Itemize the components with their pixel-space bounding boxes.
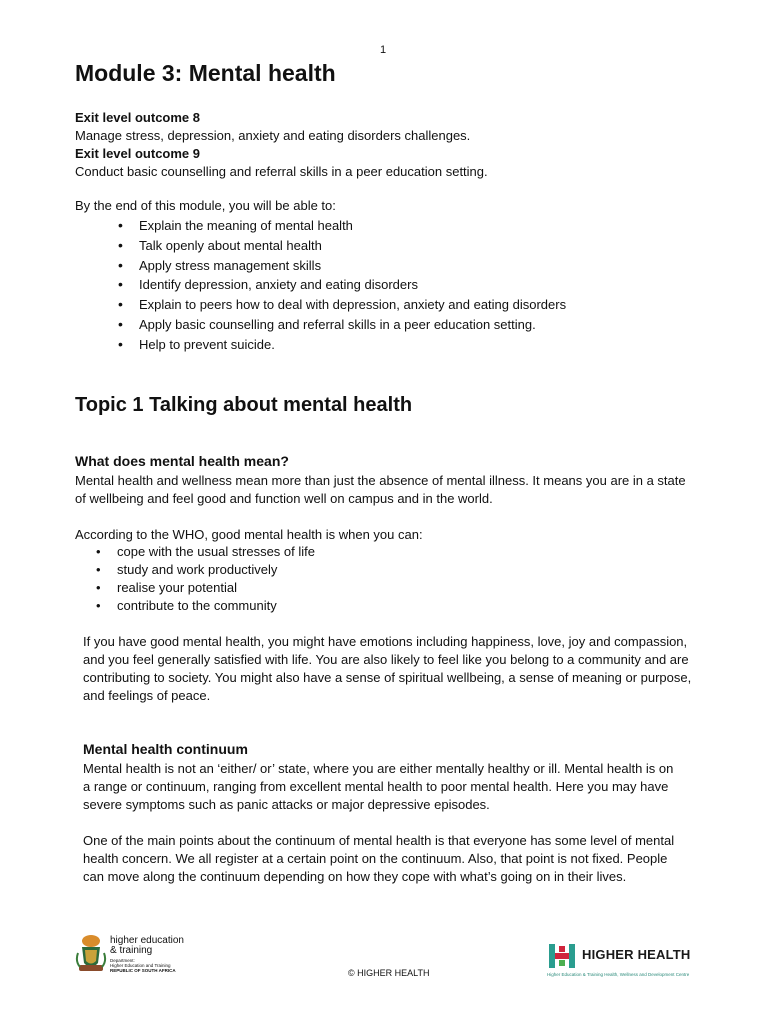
paragraph-line: Mental health is not an ‘either/ or’ state, where you are either mentally healthy or ill. Mental health is on (83, 761, 674, 776)
page-number: 1 (380, 44, 387, 56)
list-item: • Talk openly about mental health (118, 236, 566, 256)
list-item: • realise your potential (96, 579, 315, 597)
paragraph-line: can move along the continuum depending on how they cope with what’s going on in their lives. (83, 869, 627, 884)
list-item: • study and work productively (96, 561, 315, 579)
dept-small-line: Department: (110, 958, 135, 963)
list-item: • cope with the usual stresses of life (96, 543, 315, 561)
paragraph (75, 472, 715, 508)
outcome-text: Manage stress, depression, anxiety and eating disorders challenges. (75, 128, 471, 143)
higher-health-name: HIGHER HEALTH (582, 947, 691, 962)
paragraph (83, 633, 713, 705)
objectives-intro: By the end of this module, you will be able to: (75, 198, 336, 213)
list-item: • Apply stress management skills (118, 256, 566, 276)
copyright-text: © HIGHER HEALTH (348, 968, 430, 978)
who-list (96, 543, 315, 615)
paragraph-line: and you feel generally satisfied with life. You are also likely to feel like you belong to a community and are (83, 652, 689, 667)
dept-name: higher education (110, 935, 184, 946)
outcome-text: Conduct basic counselling and referral skills in a peer education setting. (75, 164, 488, 179)
higher-health-tagline: Higher Education & Training Health, Wellness and Development Centre (547, 972, 690, 977)
outcome-label: Exit level outcome 9 (75, 146, 200, 161)
list-item: • Help to prevent suicide. (118, 335, 566, 355)
paragraph (83, 760, 713, 814)
paragraph-line: a range or continuum, ranging from excellent mental health to poor mental health. Here you may have (83, 779, 669, 794)
paragraph-line: severe symptoms such as panic attacks or major depressive episodes. (83, 797, 490, 812)
paragraph-line: One of the main points about the continuum of mental health is that everyone has some level of mental (83, 833, 675, 848)
paragraph-line: If you have good mental health, you might have emotions including happiness, love, joy and compassion, (83, 634, 688, 649)
outcomes-block (75, 109, 715, 181)
outcome-label: Exit level outcome 8 (75, 110, 200, 125)
section-heading: Mental health continuum (83, 741, 248, 757)
topic-title: Topic 1 Talking about mental health (75, 394, 413, 416)
coat-of-arms-icon (75, 933, 107, 982)
dept-name: & training (110, 945, 153, 956)
paragraph-line: and feelings of peace. (83, 688, 211, 703)
department-logo-text (110, 936, 220, 973)
list-item: • Explain to peers how to deal with depression, anxiety and eating disorders (118, 295, 566, 315)
paragraph-line: health concern. We all register at a certain point on the continuum. Also, that point is not fixed. People (83, 851, 668, 866)
who-intro: According to the WHO, good mental health is when you can: (75, 527, 423, 542)
paragraph (83, 832, 713, 886)
section-heading: What does mental health mean? (75, 453, 289, 469)
paragraph-line: Mental health and wellness mean more than just the absence of mental illness. It means you are in a state (75, 473, 686, 488)
module-title: Module 3: Mental health (75, 60, 336, 86)
list-item: • Apply basic counselling and referral skills in a peer education setting. (118, 315, 566, 335)
dept-small-line: Higher Education and Training (110, 963, 171, 968)
list-item: • contribute to the community (96, 597, 315, 615)
higher-health-logo-icon (547, 942, 577, 975)
objectives-list (118, 216, 566, 355)
dept-small-text (110, 958, 220, 973)
list-item: • Explain the meaning of mental health (118, 216, 566, 236)
list-item: • Identify depression, anxiety and eating disorders (118, 275, 566, 295)
paragraph-line: of wellbeing and feel good and function well on campus and in the world. (75, 491, 493, 506)
dept-small-line: REPUBLIC OF SOUTH AFRICA (110, 968, 176, 973)
paragraph-line: contributing to society. You might also have a sense of spiritual wellbeing, a sense of meaning or purpose, (83, 670, 692, 685)
